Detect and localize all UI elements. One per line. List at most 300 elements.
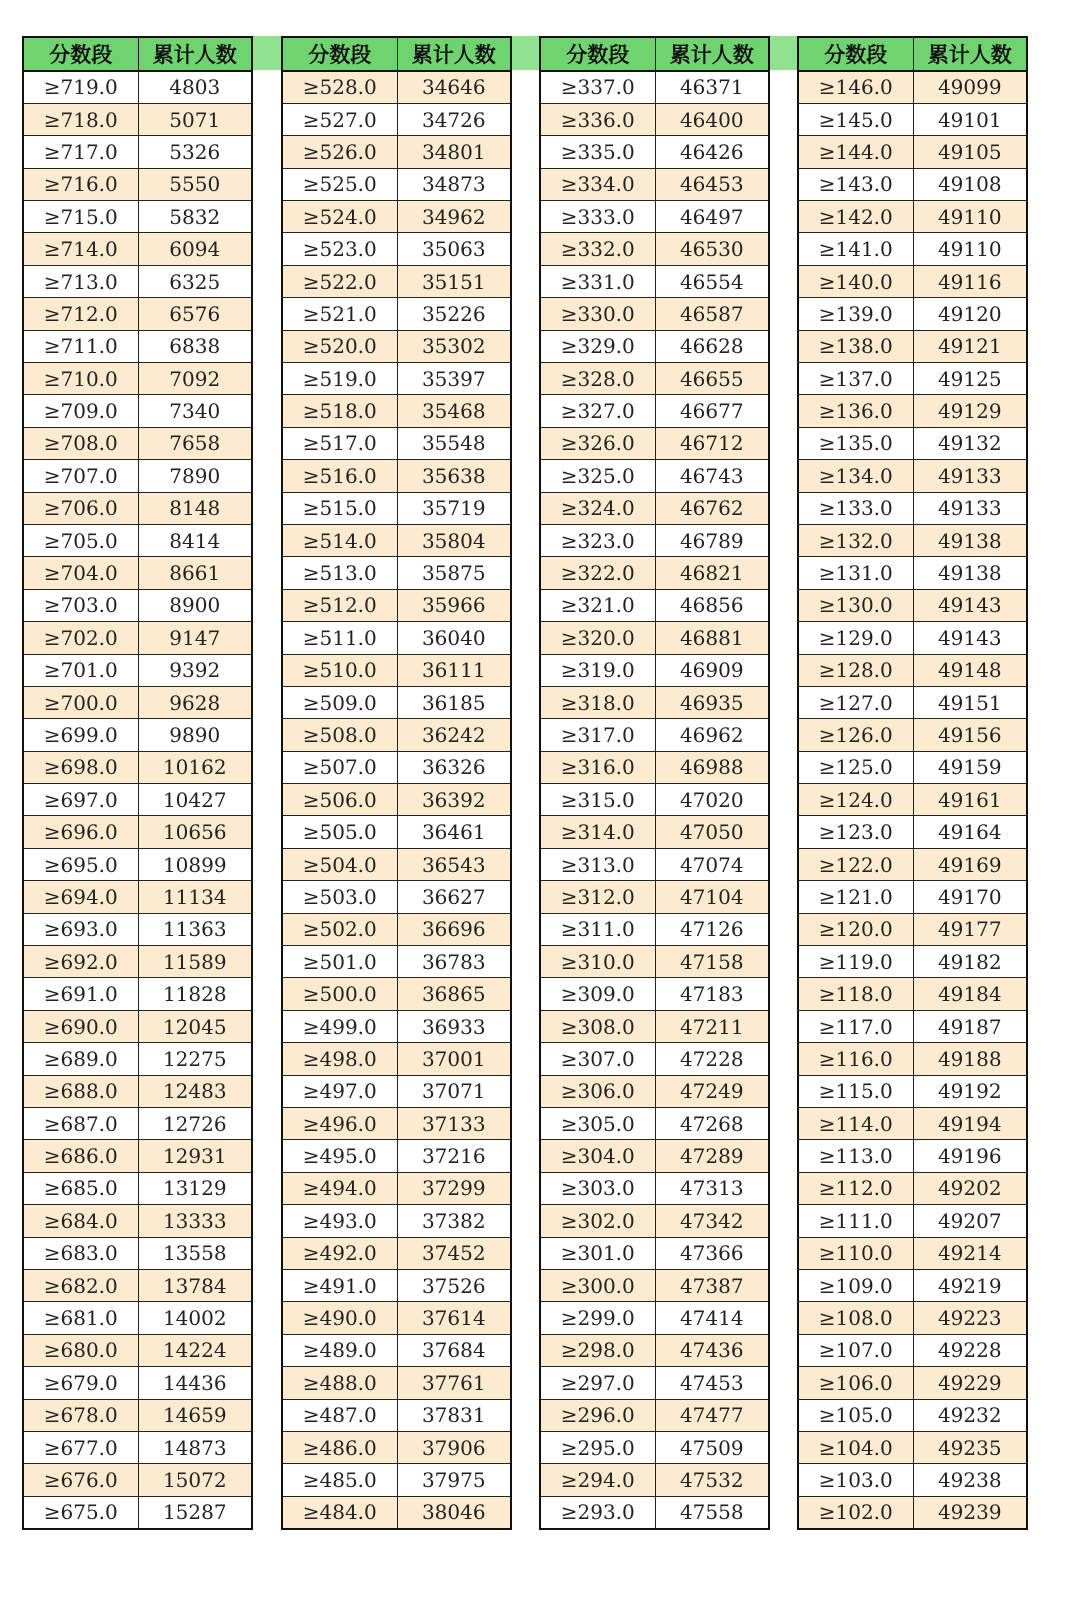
count-cell: 9147 (138, 622, 252, 654)
score-cell: ≥306.0 (540, 1075, 655, 1107)
table-row (23, 201, 252, 233)
count-cell: 37452 (397, 1237, 511, 1269)
count-cell: 49120 (913, 298, 1027, 330)
count-cell: 47050 (655, 816, 769, 848)
count-cell: 37831 (397, 1399, 511, 1431)
score-cell: ≥324.0 (540, 492, 655, 524)
table-row (540, 751, 769, 783)
table-row (798, 719, 1027, 751)
count-cell: 11363 (138, 913, 252, 945)
count-cell: 47477 (655, 1399, 769, 1431)
count-cell: 34873 (397, 168, 511, 200)
count-cell: 49177 (913, 913, 1027, 945)
header-row (23, 37, 252, 71)
count-cell: 9890 (138, 719, 252, 751)
table-row (23, 913, 252, 945)
count-cell: 13784 (138, 1269, 252, 1301)
score-cell: ≥293.0 (540, 1496, 655, 1528)
count-cell: 46762 (655, 492, 769, 524)
count-cell: 14224 (138, 1334, 252, 1366)
count-cell: 47158 (655, 946, 769, 978)
count-cell: 35468 (397, 395, 511, 427)
score-cell: ≥330.0 (540, 298, 655, 330)
score-cell: ≥703.0 (23, 589, 138, 621)
score-cell: ≥504.0 (282, 848, 397, 880)
table-row (798, 395, 1027, 427)
score-cell: ≥692.0 (23, 946, 138, 978)
table-row (23, 1010, 252, 1042)
count-cell: 47289 (655, 1140, 769, 1172)
table-row (540, 946, 769, 978)
count-cell: 35151 (397, 265, 511, 297)
table-row (798, 1399, 1027, 1431)
table-row (540, 1496, 769, 1528)
table-row (282, 265, 511, 297)
score-cell: ≥700.0 (23, 686, 138, 718)
score-cell: ≥682.0 (23, 1269, 138, 1301)
score-cell: ≥128.0 (798, 654, 913, 686)
score-cell: ≥503.0 (282, 881, 397, 913)
score-cell: ≥489.0 (282, 1334, 397, 1366)
table-row (23, 1205, 252, 1237)
table-row (540, 589, 769, 621)
count-cell: 47228 (655, 1043, 769, 1075)
count-cell: 36326 (397, 751, 511, 783)
count-cell: 49156 (913, 719, 1027, 751)
score-cell: ≥718.0 (23, 103, 138, 135)
score-cell: ≥318.0 (540, 686, 655, 718)
table-row (540, 654, 769, 686)
table-row (282, 1399, 511, 1431)
score-cell: ≥707.0 (23, 460, 138, 492)
score-cell: ≥486.0 (282, 1431, 397, 1463)
table-row (540, 330, 769, 362)
score-cell: ≥690.0 (23, 1010, 138, 1042)
table-row (540, 1205, 769, 1237)
score-cell: ≥309.0 (540, 978, 655, 1010)
score-cell: ≥336.0 (540, 103, 655, 135)
table-row (540, 395, 769, 427)
count-cell: 13333 (138, 1205, 252, 1237)
table-row (540, 1399, 769, 1431)
count-cell: 5550 (138, 168, 252, 200)
header-score: 分数段 (23, 37, 138, 71)
count-cell: 49169 (913, 848, 1027, 880)
count-cell: 34726 (397, 103, 511, 135)
table-row (282, 298, 511, 330)
score-cell: ≥695.0 (23, 848, 138, 880)
table-row (23, 1140, 252, 1172)
count-cell: 49125 (913, 363, 1027, 395)
count-cell: 49192 (913, 1075, 1027, 1107)
score-cell: ≥496.0 (282, 1108, 397, 1140)
table-row (540, 1431, 769, 1463)
table-row (282, 589, 511, 621)
score-cell: ≥332.0 (540, 233, 655, 265)
score-cell: ≥687.0 (23, 1108, 138, 1140)
count-cell: 46587 (655, 298, 769, 330)
table-row (23, 1237, 252, 1269)
table-row (282, 1269, 511, 1301)
count-cell: 37906 (397, 1431, 511, 1463)
score-table-4 (797, 36, 1028, 1530)
count-cell: 46789 (655, 524, 769, 556)
score-cell: ≥498.0 (282, 1043, 397, 1075)
score-cell: ≥696.0 (23, 816, 138, 848)
score-cell: ≥326.0 (540, 427, 655, 459)
count-cell: 49110 (913, 233, 1027, 265)
count-cell: 49232 (913, 1399, 1027, 1431)
count-cell: 37216 (397, 1140, 511, 1172)
score-cell: ≥319.0 (540, 654, 655, 686)
score-cell: ≥126.0 (798, 719, 913, 751)
score-cell: ≥103.0 (798, 1464, 913, 1496)
table-row (540, 1043, 769, 1075)
score-cell: ≥712.0 (23, 298, 138, 330)
score-cell: ≥507.0 (282, 751, 397, 783)
count-cell: 12045 (138, 1010, 252, 1042)
count-cell: 46655 (655, 363, 769, 395)
table-row (23, 103, 252, 135)
count-cell: 6094 (138, 233, 252, 265)
table-row (23, 589, 252, 621)
score-cell: ≥490.0 (282, 1302, 397, 1334)
count-cell: 49110 (913, 201, 1027, 233)
table-row (282, 946, 511, 978)
count-cell: 49187 (913, 1010, 1027, 1042)
count-cell: 47183 (655, 978, 769, 1010)
table-row (798, 589, 1027, 621)
score-cell: ≥512.0 (282, 589, 397, 621)
table-row (23, 1367, 252, 1399)
count-cell: 46497 (655, 201, 769, 233)
score-cell: ≥510.0 (282, 654, 397, 686)
table-row (282, 201, 511, 233)
count-cell: 14002 (138, 1302, 252, 1334)
count-cell: 37684 (397, 1334, 511, 1366)
count-cell: 11828 (138, 978, 252, 1010)
table-row (23, 1302, 252, 1334)
table-row (282, 1464, 511, 1496)
count-cell: 8414 (138, 524, 252, 556)
score-cell: ≥497.0 (282, 1075, 397, 1107)
count-cell: 6325 (138, 265, 252, 297)
table-row (540, 719, 769, 751)
table-row (23, 233, 252, 265)
score-cell: ≥691.0 (23, 978, 138, 1010)
score-cell: ≥528.0 (282, 71, 397, 103)
score-cell: ≥333.0 (540, 201, 655, 233)
score-cell: ≥704.0 (23, 557, 138, 589)
count-cell: 46962 (655, 719, 769, 751)
score-cell: ≥711.0 (23, 330, 138, 362)
table-row (23, 1043, 252, 1075)
score-cell: ≥107.0 (798, 1334, 913, 1366)
count-cell: 36040 (397, 622, 511, 654)
score-cell: ≥121.0 (798, 881, 913, 913)
score-cell: ≥679.0 (23, 1367, 138, 1399)
count-cell: 49108 (913, 168, 1027, 200)
count-cell: 35226 (397, 298, 511, 330)
count-cell: 47509 (655, 1431, 769, 1463)
header-row (282, 37, 511, 71)
score-cell: ≥109.0 (798, 1269, 913, 1301)
table-row (540, 1108, 769, 1140)
count-cell: 49207 (913, 1205, 1027, 1237)
count-cell: 49099 (913, 71, 1027, 103)
score-cell: ≥515.0 (282, 492, 397, 524)
table-row (798, 298, 1027, 330)
score-cell: ≥139.0 (798, 298, 913, 330)
score-table-2 (281, 36, 512, 1530)
count-cell: 49223 (913, 1302, 1027, 1334)
count-cell: 49239 (913, 1496, 1027, 1528)
count-cell: 46530 (655, 233, 769, 265)
score-cell: ≥301.0 (540, 1237, 655, 1269)
table-row (798, 1172, 1027, 1204)
score-cell: ≥694.0 (23, 881, 138, 913)
score-cell: ≥113.0 (798, 1140, 913, 1172)
score-table-3 (539, 36, 770, 1530)
score-cell: ≥710.0 (23, 363, 138, 395)
score-cell: ≥698.0 (23, 751, 138, 783)
table-row (798, 71, 1027, 103)
table-row (540, 168, 769, 200)
header-row (540, 37, 769, 71)
table-row (23, 654, 252, 686)
table-row (540, 881, 769, 913)
score-cell: ≥124.0 (798, 784, 913, 816)
count-cell: 46677 (655, 395, 769, 427)
count-cell: 38046 (397, 1496, 511, 1528)
score-cell: ≥516.0 (282, 460, 397, 492)
table-row (282, 654, 511, 686)
score-cell: ≥676.0 (23, 1464, 138, 1496)
count-cell: 36392 (397, 784, 511, 816)
table-row (282, 848, 511, 880)
count-cell: 34801 (397, 136, 511, 168)
table-row (282, 71, 511, 103)
table-row (798, 330, 1027, 362)
header-count: 累计人数 (913, 37, 1027, 71)
count-cell: 10162 (138, 751, 252, 783)
score-cell: ≥683.0 (23, 1237, 138, 1269)
count-cell: 36696 (397, 913, 511, 945)
table-row (282, 1108, 511, 1140)
table-row (23, 1172, 252, 1204)
score-cell: ≥522.0 (282, 265, 397, 297)
header-row (798, 37, 1027, 71)
count-cell: 46881 (655, 622, 769, 654)
score-cell: ≥517.0 (282, 427, 397, 459)
count-cell: 6576 (138, 298, 252, 330)
score-cell: ≥702.0 (23, 622, 138, 654)
score-cell: ≥521.0 (282, 298, 397, 330)
table-row (23, 557, 252, 589)
table-row (798, 201, 1027, 233)
score-cell: ≥514.0 (282, 524, 397, 556)
score-cell: ≥677.0 (23, 1431, 138, 1463)
score-cell: ≥708.0 (23, 427, 138, 459)
header-score: 分数段 (282, 37, 397, 71)
count-cell: 46554 (655, 265, 769, 297)
table-row (540, 686, 769, 718)
count-cell: 9628 (138, 686, 252, 718)
count-cell: 35966 (397, 589, 511, 621)
count-cell: 49159 (913, 751, 1027, 783)
count-cell: 49132 (913, 427, 1027, 459)
score-cell: ≥689.0 (23, 1043, 138, 1075)
score-cell: ≥125.0 (798, 751, 913, 783)
count-cell: 35638 (397, 460, 511, 492)
score-cell: ≥295.0 (540, 1431, 655, 1463)
count-cell: 47366 (655, 1237, 769, 1269)
table-row (282, 1075, 511, 1107)
count-cell: 13558 (138, 1237, 252, 1269)
count-cell: 36543 (397, 848, 511, 880)
table-row (23, 751, 252, 783)
count-cell: 49133 (913, 492, 1027, 524)
table-row (540, 816, 769, 848)
score-cell: ≥321.0 (540, 589, 655, 621)
score-cell: ≥120.0 (798, 913, 913, 945)
table-row (23, 1399, 252, 1431)
table-row (23, 265, 252, 297)
count-cell: 9392 (138, 654, 252, 686)
score-cell: ≥132.0 (798, 524, 913, 556)
count-cell: 36461 (397, 816, 511, 848)
table-row (282, 557, 511, 589)
table-row (23, 686, 252, 718)
count-cell: 6838 (138, 330, 252, 362)
score-cell: ≥146.0 (798, 71, 913, 103)
count-cell: 12483 (138, 1075, 252, 1107)
table-row (282, 168, 511, 200)
score-cell: ≥105.0 (798, 1399, 913, 1431)
score-cell: ≥112.0 (798, 1172, 913, 1204)
count-cell: 49194 (913, 1108, 1027, 1140)
table-row (23, 524, 252, 556)
count-cell: 14659 (138, 1399, 252, 1431)
table-row (798, 492, 1027, 524)
score-cell: ≥678.0 (23, 1399, 138, 1431)
score-cell: ≥325.0 (540, 460, 655, 492)
count-cell: 5326 (138, 136, 252, 168)
table-row (540, 978, 769, 1010)
table-row (282, 978, 511, 1010)
table-row (23, 881, 252, 913)
table-row (23, 1464, 252, 1496)
table-row (23, 492, 252, 524)
score-cell: ≥331.0 (540, 265, 655, 297)
table-row (23, 946, 252, 978)
table-row (540, 363, 769, 395)
count-cell: 36111 (397, 654, 511, 686)
count-cell: 49202 (913, 1172, 1027, 1204)
count-cell: 47387 (655, 1269, 769, 1301)
score-cell: ≥131.0 (798, 557, 913, 589)
score-cell: ≥142.0 (798, 201, 913, 233)
score-cell: ≥506.0 (282, 784, 397, 816)
table-row (798, 168, 1027, 200)
table-row (282, 913, 511, 945)
table-row (282, 881, 511, 913)
count-cell: 46453 (655, 168, 769, 200)
count-cell: 47074 (655, 848, 769, 880)
score-cell: ≥313.0 (540, 848, 655, 880)
table-row (798, 1367, 1027, 1399)
score-cell: ≥102.0 (798, 1496, 913, 1528)
table-row (798, 946, 1027, 978)
table-row (23, 1108, 252, 1140)
table-row (798, 103, 1027, 135)
count-cell: 49164 (913, 816, 1027, 848)
table-row (798, 1043, 1027, 1075)
count-cell: 47104 (655, 881, 769, 913)
score-cell: ≥323.0 (540, 524, 655, 556)
table-row (23, 363, 252, 395)
score-cell: ≥327.0 (540, 395, 655, 427)
count-cell: 49228 (913, 1334, 1027, 1366)
count-cell: 7092 (138, 363, 252, 395)
count-cell: 47436 (655, 1334, 769, 1366)
table-row (282, 363, 511, 395)
score-cell: ≥524.0 (282, 201, 397, 233)
count-cell: 49229 (913, 1367, 1027, 1399)
score-cell: ≥699.0 (23, 719, 138, 751)
count-cell: 49184 (913, 978, 1027, 1010)
table-row (540, 1302, 769, 1334)
score-cell: ≥118.0 (798, 978, 913, 1010)
score-cell: ≥693.0 (23, 913, 138, 945)
score-cell: ≥716.0 (23, 168, 138, 200)
table-row (23, 978, 252, 1010)
score-cell: ≥140.0 (798, 265, 913, 297)
count-cell: 46628 (655, 330, 769, 362)
score-cell: ≥110.0 (798, 1237, 913, 1269)
table-row (540, 848, 769, 880)
count-cell: 37526 (397, 1269, 511, 1301)
score-cell: ≥137.0 (798, 363, 913, 395)
table-row (540, 1367, 769, 1399)
score-cell: ≥119.0 (798, 946, 913, 978)
table-row (540, 1140, 769, 1172)
count-cell: 47249 (655, 1075, 769, 1107)
count-cell: 12726 (138, 1108, 252, 1140)
table-row (798, 1140, 1027, 1172)
score-cell: ≥705.0 (23, 524, 138, 556)
score-cell: ≥304.0 (540, 1140, 655, 1172)
count-cell: 34962 (397, 201, 511, 233)
count-cell: 5832 (138, 201, 252, 233)
count-cell: 46426 (655, 136, 769, 168)
count-cell: 47126 (655, 913, 769, 945)
count-cell: 49101 (913, 103, 1027, 135)
score-cell: ≥681.0 (23, 1302, 138, 1334)
count-cell: 37614 (397, 1302, 511, 1334)
table-row (540, 492, 769, 524)
count-cell: 47414 (655, 1302, 769, 1334)
score-cell: ≥136.0 (798, 395, 913, 427)
score-cell: ≥308.0 (540, 1010, 655, 1042)
count-cell: 46743 (655, 460, 769, 492)
count-cell: 11134 (138, 881, 252, 913)
score-cell: ≥317.0 (540, 719, 655, 751)
score-cell: ≥499.0 (282, 1010, 397, 1042)
table-row (798, 1205, 1027, 1237)
table-row (23, 136, 252, 168)
score-cell: ≥305.0 (540, 1108, 655, 1140)
